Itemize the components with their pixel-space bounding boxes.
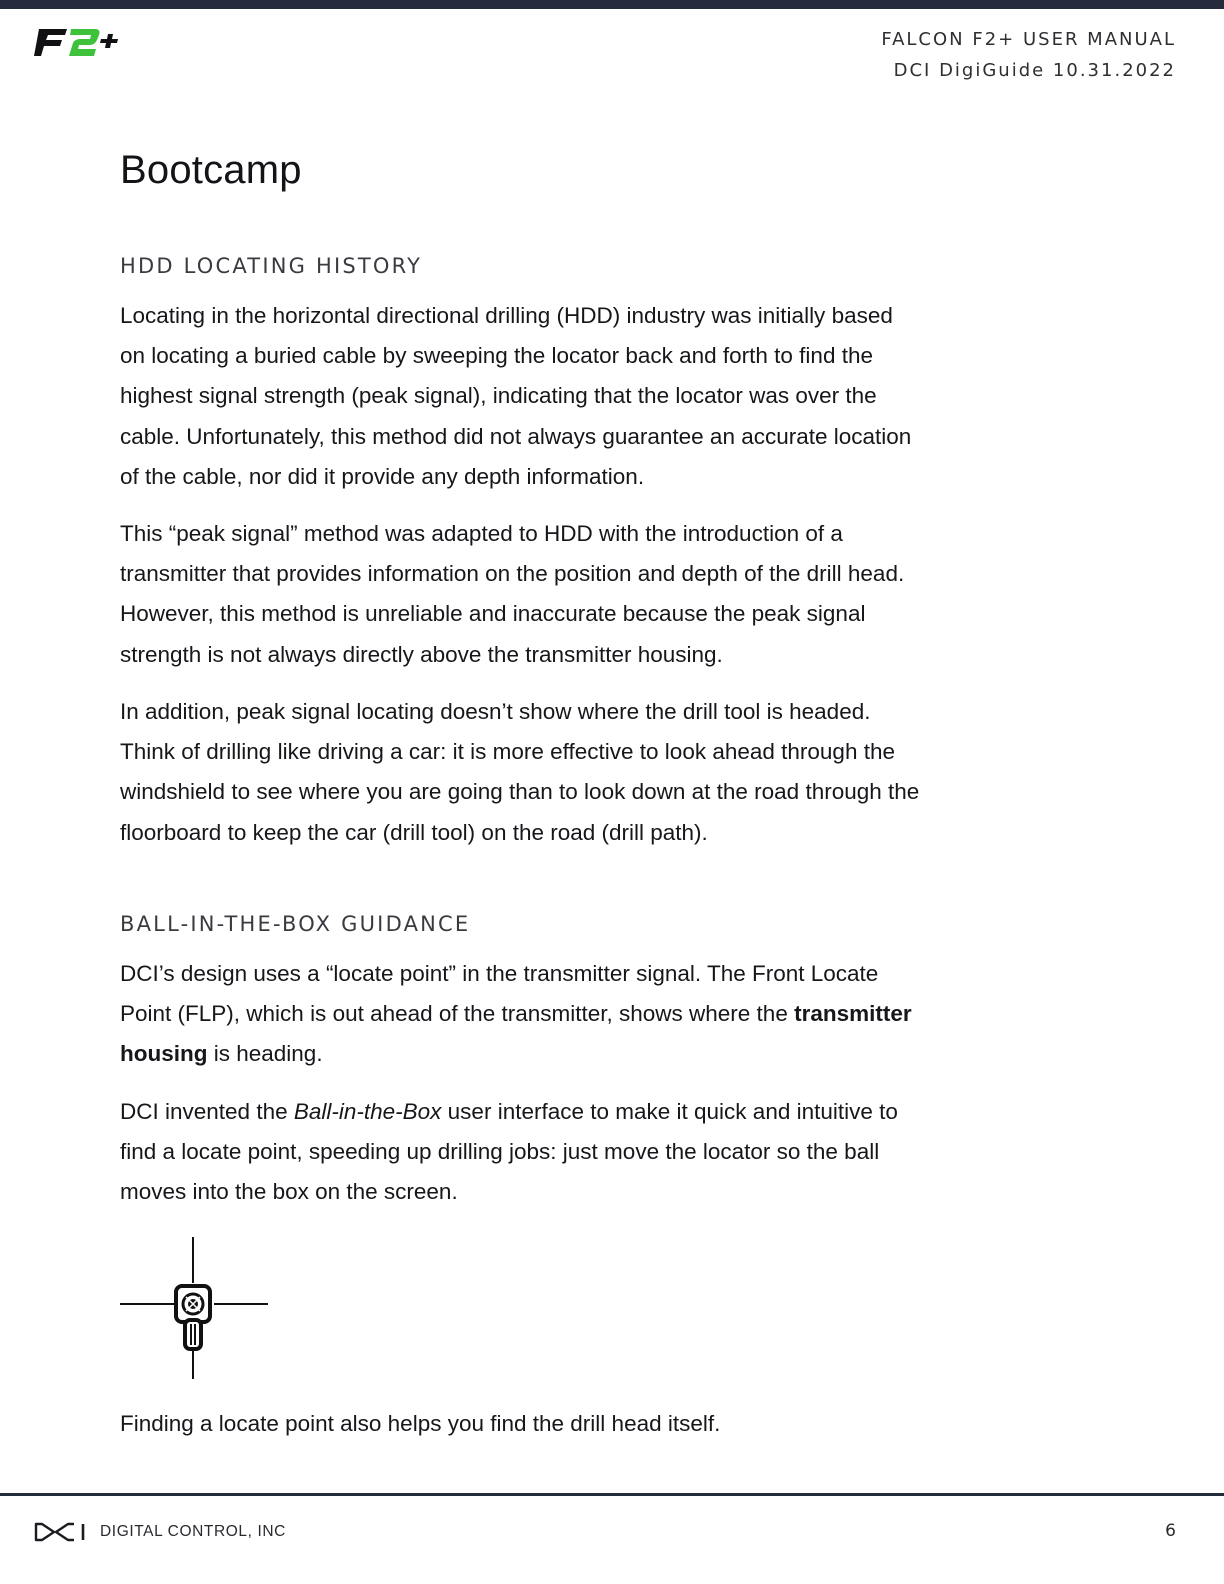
bold-term: transmitter housing	[120, 1001, 912, 1067]
italic-term: Ball-in-the-Box	[293, 1099, 442, 1124]
header-info	[881, 24, 1176, 86]
section-heading-ball-in-the-box-guidance: BALL-IN-THE-BOX GUIDANCE	[120, 912, 471, 936]
page-title: Bootcamp	[120, 148, 302, 192]
section-heading-hdd-locating-history: HDD LOCATING HISTORY	[120, 254, 423, 278]
paragraph-text: DCI invented the	[120, 1099, 294, 1124]
paragraph-text: DCI’s design uses a “locate point” in the transmitter signal. The Front Locate Point (FLP), which is out ahead of the transmitter, shows where the	[120, 961, 879, 1027]
paragraph-text: is heading.	[207, 1041, 323, 1067]
ball-in-the-box-crosshair-icon	[118, 1235, 270, 1381]
top-rule	[0, 0, 1224, 9]
paragraph	[120, 954, 920, 1075]
dci-logo-icon	[34, 1521, 90, 1543]
f2-plus-logo	[33, 24, 125, 60]
page-number: 6	[1165, 1521, 1176, 1541]
manual-title: FALCON F2+ USER MANUAL	[881, 29, 1176, 50]
bottom-rule	[0, 1493, 1224, 1496]
paragraph	[120, 1092, 920, 1213]
paragraph-text: user interface to make it quick and intuitive to find a locate point, speeding up drilling jobs: just move the locator so the ball moves into the box on the screen.	[120, 1099, 898, 1205]
paragraph: This “peak signal” method was adapted to HDD with the introduction of a transmitter that provides information on the position and depth of the drill head. However, this method is unreliable and inaccurate because the peak signal strength is not always directly above the transmitter housing.	[120, 521, 905, 667]
footer-company: DIGITAL CONTROL, INC	[100, 1523, 286, 1540]
paragraph: Finding a locate point also helps you find the drill head itself.	[120, 1411, 721, 1436]
paragraph: Locating in the horizontal directional drilling (HDD) industry was initially based on locating a buried cable by sweeping the locator back and forth to find the highest signal strength (peak signal), indicating that the locator was over the cable. Unfortunately, this method did not always guarantee an accurate location of the cable, nor did it provide any depth information.	[120, 303, 912, 489]
paragraph: In addition, peak signal locating doesn’t show where the drill tool is headed. Think of drilling like driving a car: it is more effective to look ahead through the windshield to see where you are going than to look down at the road through the floorboard to keep the car (drill tool) on the road (drill path).	[120, 699, 920, 845]
guide-label: DCI DigiGuide 10.31.2022	[893, 60, 1176, 81]
